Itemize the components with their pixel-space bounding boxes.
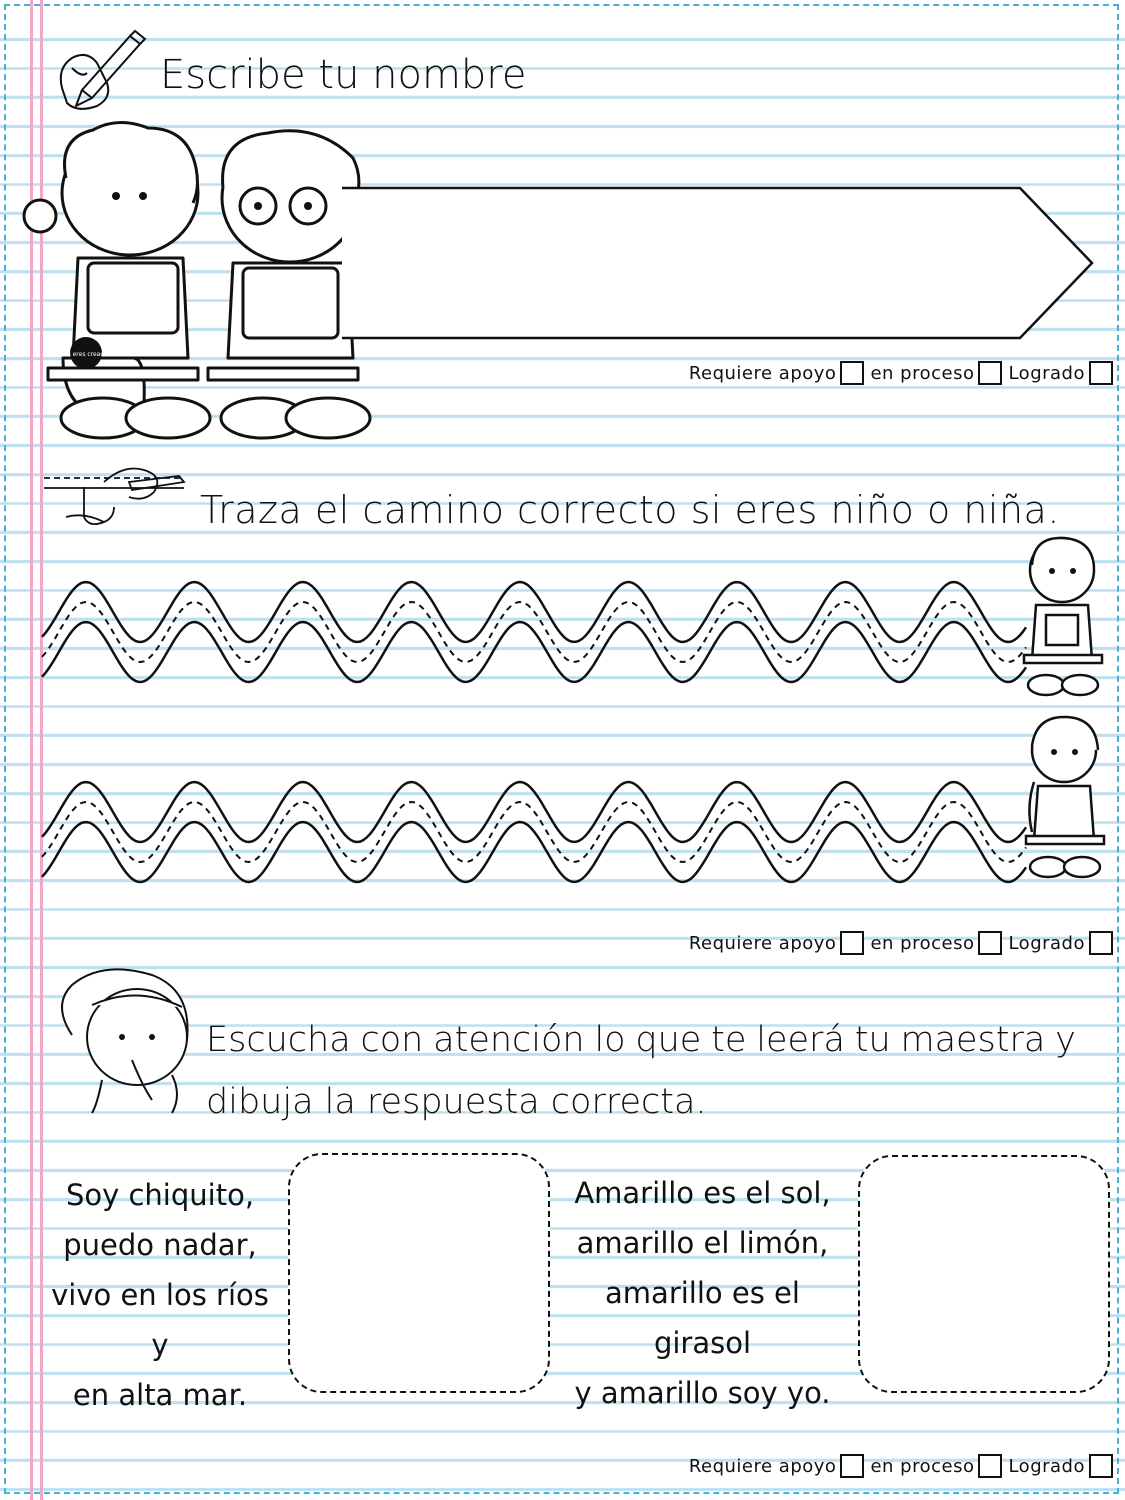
- eval-checkbox-requires[interactable]: [840, 931, 864, 955]
- eval-label-requires: Requiere apoyo: [688, 362, 837, 384]
- eval-label-requires: Requiere apoyo: [688, 1455, 837, 1477]
- instruction-word: con: [360, 1020, 424, 1060]
- riddle-line: en alta mar.: [72, 1378, 248, 1412]
- eval-checkbox-achieved[interactable]: [1089, 1454, 1113, 1478]
- logo-badge: Tú eres creado: [64, 351, 108, 358]
- instruction-word: atención: [433, 1020, 585, 1060]
- path-edge: [42, 822, 1026, 882]
- eval-label-in-process: en proceso: [870, 932, 975, 954]
- tracing-path-girl[interactable]: [42, 780, 1027, 890]
- eval-label-in-process: en proceso: [870, 362, 975, 384]
- instruction-word: lo: [594, 1020, 626, 1060]
- tracing-hand-icon: [44, 462, 194, 532]
- boy-sitting-illustration: [1018, 535, 1108, 700]
- section1-instruction: Escribe tu nombre: [160, 52, 527, 98]
- riddle-line: vivo en los ríos y: [51, 1278, 269, 1362]
- instruction-word: tu: [854, 1020, 891, 1060]
- tracing-path-boy[interactable]: [42, 580, 1027, 690]
- eval-checkbox-achieved[interactable]: [1089, 931, 1113, 955]
- drawing-box-answer-2[interactable]: [858, 1155, 1110, 1393]
- eval-checkbox-achieved[interactable]: [1089, 361, 1113, 385]
- evaluation-row: [689, 931, 1113, 955]
- eval-label-requires: Requiere apoyo: [688, 932, 837, 954]
- instruction-word: que: [635, 1020, 702, 1060]
- riddle-line: puedo nadar,: [63, 1228, 257, 1262]
- riddle-fish: [40, 1170, 280, 1420]
- section3-instruction-line1: [206, 1020, 1076, 1060]
- instruction-word: y: [1055, 1020, 1076, 1060]
- riddle-yellow: [555, 1168, 850, 1418]
- evaluation-row: [689, 361, 1113, 385]
- instruction-word: leerá: [756, 1020, 845, 1060]
- riddle-line: Amarillo es el sol,: [574, 1176, 831, 1210]
- kids-reading-illustration: [18, 118, 368, 448]
- eval-checkbox-in-process[interactable]: [978, 361, 1002, 385]
- section3-instruction-line2: dibuja la respuesta correcta.: [206, 1082, 707, 1122]
- riddle-line: y amarillo soy yo.: [574, 1376, 831, 1410]
- thinking-girl-illustration: [42, 965, 202, 1115]
- instruction-word: te: [711, 1020, 747, 1060]
- path-edge: [42, 622, 1026, 682]
- instruction-word: maestra: [900, 1020, 1046, 1060]
- evaluation-row: [689, 1454, 1113, 1478]
- instruction-word: Escucha: [206, 1020, 351, 1060]
- drawing-box-answer-1[interactable]: [288, 1153, 550, 1393]
- girl-sitting-illustration: [1018, 712, 1108, 882]
- eval-label-achieved: Logrado: [1008, 362, 1085, 384]
- eval-label-achieved: Logrado: [1008, 1455, 1085, 1477]
- eval-checkbox-requires[interactable]: [840, 1454, 864, 1478]
- riddle-line: amarillo el limón,: [576, 1226, 829, 1260]
- riddle-line: Soy chiquito,: [65, 1178, 255, 1212]
- eval-label-in-process: en proceso: [870, 1455, 975, 1477]
- section2-instruction: Traza el camino correcto si eres niño o niña.: [200, 488, 1060, 532]
- riddle-line: amarillo es el girasol: [605, 1276, 800, 1360]
- pencil-hand-icon: [52, 28, 152, 118]
- eval-checkbox-in-process[interactable]: [978, 931, 1002, 955]
- eval-checkbox-requires[interactable]: [840, 361, 864, 385]
- name-writing-arrow[interactable]: [340, 185, 1100, 343]
- eval-label-achieved: Logrado: [1008, 932, 1085, 954]
- eval-checkbox-in-process[interactable]: [978, 1454, 1002, 1478]
